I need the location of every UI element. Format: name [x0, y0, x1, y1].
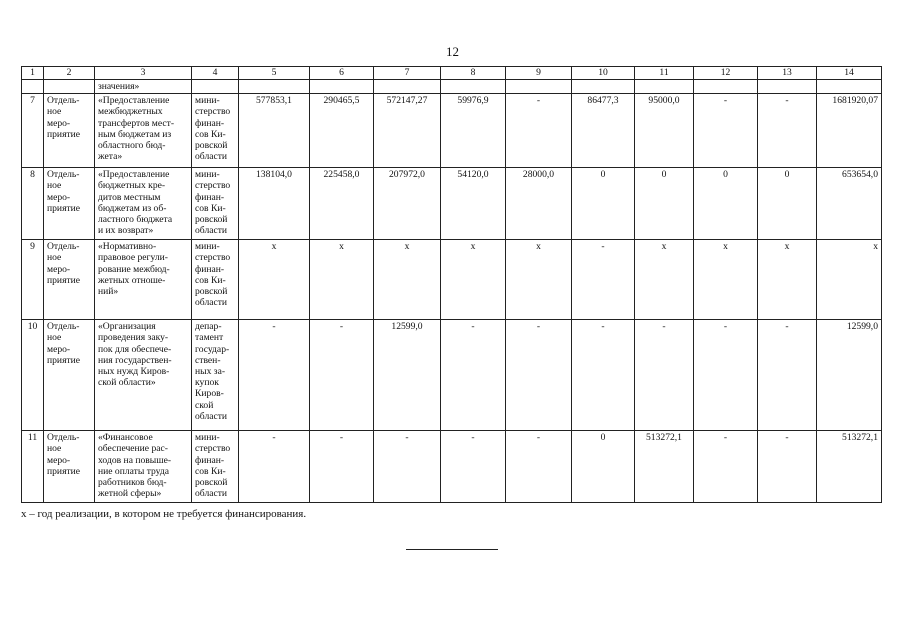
funding-value-col-10: - — [572, 240, 635, 320]
column-number-14: 14 — [817, 67, 882, 80]
column-number-6: 6 — [310, 67, 374, 80]
funding-value-col-10: 86477,3 — [572, 94, 635, 168]
column-number-8: 8 — [441, 67, 506, 80]
funding-value-col-13: 0 — [758, 168, 817, 240]
table-row — [22, 240, 882, 320]
funding-value-col-7: 12599,0 — [374, 320, 441, 431]
funding-value-col-12: х — [694, 240, 758, 320]
funding-value-col-8: - — [441, 320, 506, 431]
funding-value-col-9: 28000,0 — [506, 168, 572, 240]
funding-value-col-6: 225458,0 — [310, 168, 374, 240]
column-number-12: 12 — [694, 67, 758, 80]
continuation-row — [22, 80, 882, 94]
row-number: 9 — [22, 240, 44, 320]
funding-value-col-14: х — [817, 240, 882, 320]
column-number-9: 9 — [506, 67, 572, 80]
funding-value-col-11: х — [635, 240, 694, 320]
funding-value-col-5: - — [239, 431, 310, 503]
funding-value-col-13: - — [758, 94, 817, 168]
row-number: 11 — [22, 431, 44, 503]
funding-value-col-8: 59976,9 — [441, 94, 506, 168]
funding-value-col-9: - — [506, 431, 572, 503]
column-number-7: 7 — [374, 67, 441, 80]
funding-value-col-9: х — [506, 240, 572, 320]
funding-value-col-8: х — [441, 240, 506, 320]
table-row — [22, 168, 882, 240]
measure-name: «Предоставление бюджетных кре- дитов местным бюджетам из об- ластного бюджета и их возврат» — [95, 168, 192, 240]
column-number-5: 5 — [239, 67, 310, 80]
responsible-executor: мини- стерство финан- сов Ки- ровской области — [192, 240, 239, 320]
table-row — [22, 431, 882, 503]
measure-name: «Предоставление межбюджетных трансфертов мест- ным бюджетам из областного бюд- жета» — [95, 94, 192, 168]
responsible-executor: мини- стерство финан- сов Ки- ровской области — [192, 168, 239, 240]
funding-value-col-5: х — [239, 240, 310, 320]
funding-value-col-14: 513272,1 — [817, 431, 882, 503]
funding-value-col-9: - — [506, 320, 572, 431]
funding-value-col-11: 95000,0 — [635, 94, 694, 168]
measure-type: Отдель- ное меро- приятие — [44, 240, 95, 320]
funding-value-col-5: - — [239, 320, 310, 431]
funding-value-col-14: 1681920,07 — [817, 94, 882, 168]
funding-value-col-10: 0 — [572, 431, 635, 503]
continuation-text: значения» — [95, 80, 192, 94]
end-of-document-rule — [406, 549, 498, 550]
funding-value-col-13: - — [758, 431, 817, 503]
row-number: 10 — [22, 320, 44, 431]
funding-value-col-9: - — [506, 94, 572, 168]
measure-type: Отдель- ное меро- приятие — [44, 320, 95, 431]
financing-table — [21, 66, 882, 503]
funding-value-col-12: - — [694, 94, 758, 168]
row-number: 8 — [22, 168, 44, 240]
funding-value-col-14: 653654,0 — [817, 168, 882, 240]
funding-value-col-11: 0 — [635, 168, 694, 240]
measure-name: «Финансовое обеспечение рас- ходов на повыше- ние оплаты труда работников бюд- жетной сферы» — [95, 431, 192, 503]
funding-value-col-12: - — [694, 320, 758, 431]
funding-value-col-7: 572147,27 — [374, 94, 441, 168]
footnote: х – год реализации, в котором не требуется финансирования. — [21, 508, 307, 520]
funding-value-col-6: х — [310, 240, 374, 320]
funding-value-col-5: 577853,1 — [239, 94, 310, 168]
funding-value-col-6: - — [310, 320, 374, 431]
funding-value-col-7: 207972,0 — [374, 168, 441, 240]
funding-value-col-6: - — [310, 431, 374, 503]
funding-value-col-8: - — [441, 431, 506, 503]
funding-value-col-11: - — [635, 320, 694, 431]
column-number-11: 11 — [635, 67, 694, 80]
responsible-executor: депар- тамент государ- ствен- ных за- купок Киров- ской области — [192, 320, 239, 431]
page-number: 12 — [446, 44, 459, 59]
column-number-13: 13 — [758, 67, 817, 80]
funding-value-col-13: х — [758, 240, 817, 320]
measure-type: Отдель- ное меро- приятие — [44, 431, 95, 503]
funding-value-col-7: х — [374, 240, 441, 320]
measure-name: «Организация проведения заку- пок для обеспече- ния государствен- ных нужд Киров- ской области» — [95, 320, 192, 431]
funding-value-col-8: 54120,0 — [441, 168, 506, 240]
funding-value-col-12: 0 — [694, 168, 758, 240]
column-number-4: 4 — [192, 67, 239, 80]
funding-value-col-14: 12599,0 — [817, 320, 882, 431]
column-number-3: 3 — [95, 67, 192, 80]
funding-value-col-5: 138104,0 — [239, 168, 310, 240]
column-number-2: 2 — [44, 67, 95, 80]
funding-value-col-7: - — [374, 431, 441, 503]
funding-value-col-12: - — [694, 431, 758, 503]
measure-name: «Нормативно- правовое регули- рование межбюд- жетных отноше- ний» — [95, 240, 192, 320]
row-number: 7 — [22, 94, 44, 168]
column-number-10: 10 — [572, 67, 635, 80]
measure-type: Отдель- ное меро- приятие — [44, 168, 95, 240]
column-number-header-row — [22, 67, 882, 80]
funding-value-col-13: - — [758, 320, 817, 431]
table-row — [22, 94, 882, 168]
responsible-executor: мини- стерство финан- сов Ки- ровской области — [192, 431, 239, 503]
measure-type: Отдель- ное меро- приятие — [44, 94, 95, 168]
funding-value-col-10: - — [572, 320, 635, 431]
funding-value-col-10: 0 — [572, 168, 635, 240]
funding-value-col-6: 290465,5 — [310, 94, 374, 168]
column-number-1: 1 — [22, 67, 44, 80]
table-row — [22, 320, 882, 431]
responsible-executor: мини- стерство финан- сов Ки- ровской области — [192, 94, 239, 168]
funding-value-col-11: 513272,1 — [635, 431, 694, 503]
